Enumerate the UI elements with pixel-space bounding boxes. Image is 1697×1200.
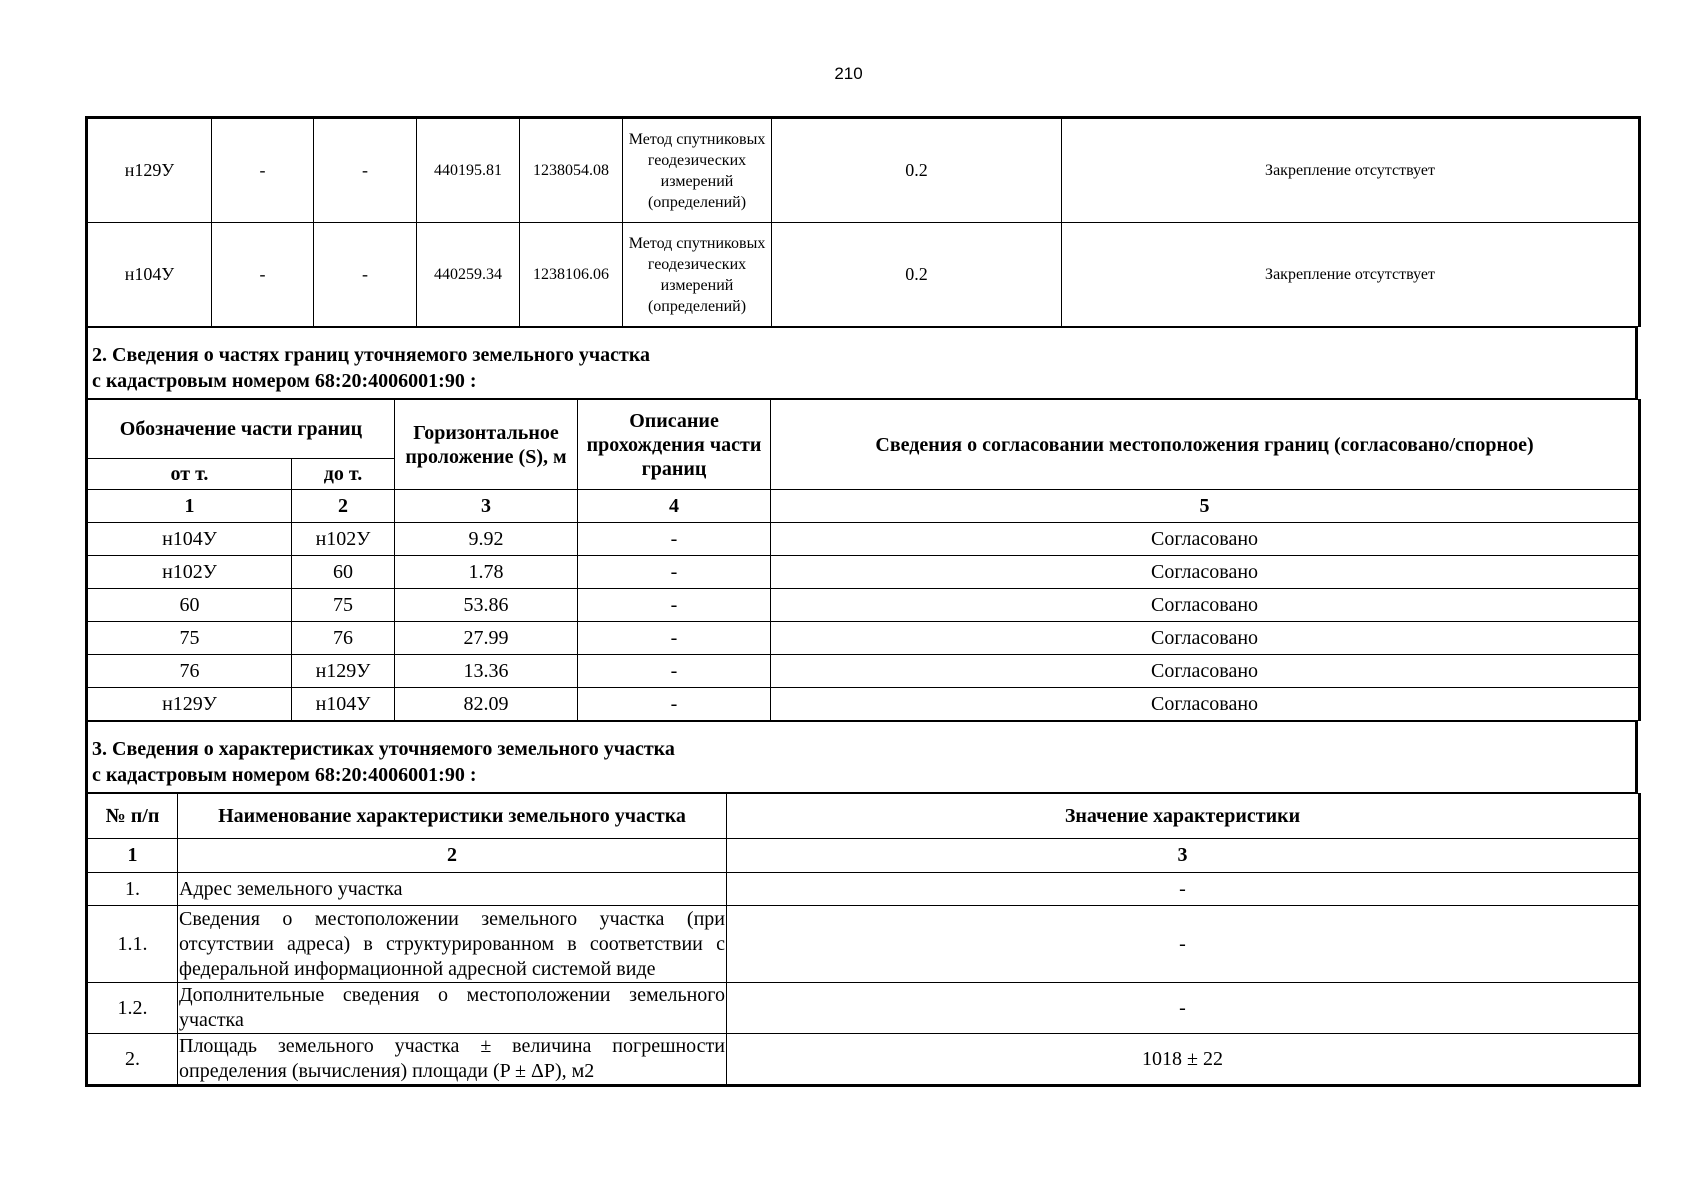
- characteristics-table: [85, 793, 1641, 1087]
- char-name: Дополнительные сведения о местоположении земельного участка: [178, 983, 727, 1034]
- column-numbers-row: [87, 839, 1640, 873]
- point-col3: -: [314, 223, 417, 327]
- col-num: 5: [771, 490, 1640, 523]
- header-description: Описание прохождения части границ: [578, 400, 771, 490]
- table-row: [87, 688, 1640, 721]
- header-name: Наименование характеристики земельного участка: [178, 794, 727, 839]
- header-part: Обозначение части границ: [87, 400, 395, 459]
- part-status: Согласовано: [771, 688, 1640, 721]
- char-value: -: [727, 873, 1640, 906]
- part-status: Согласовано: [771, 622, 1640, 655]
- table-row: [87, 873, 1640, 906]
- part-length: 9.92: [395, 523, 578, 556]
- header-from: от т.: [87, 459, 292, 490]
- point-y: 1238106.06: [520, 223, 623, 327]
- col-num: 1: [87, 490, 292, 523]
- point-x: 440259.34: [417, 223, 520, 327]
- part-desc: -: [578, 622, 771, 655]
- header-horizontal: Горизонтальное проложение (S), м: [395, 400, 578, 490]
- part-to: 76: [292, 622, 395, 655]
- column-numbers-row: [87, 490, 1640, 523]
- point-accuracy: 0.2: [772, 118, 1062, 223]
- table-row: [87, 1034, 1640, 1086]
- part-from: 60: [87, 589, 292, 622]
- point-col2: -: [212, 223, 314, 327]
- col-num: 2: [292, 490, 395, 523]
- char-value: -: [727, 983, 1640, 1034]
- document-frame: [85, 116, 1638, 1087]
- char-num: 2.: [87, 1034, 178, 1086]
- char-num: 1.1.: [87, 906, 178, 983]
- header-to: до т.: [292, 459, 395, 490]
- part-from: н129У: [87, 688, 292, 721]
- page-number: 210: [834, 64, 863, 83]
- points-row: [87, 118, 1640, 223]
- col-num: 4: [578, 490, 771, 523]
- part-from: 75: [87, 622, 292, 655]
- part-length: 27.99: [395, 622, 578, 655]
- col-num: 3: [727, 839, 1640, 873]
- char-num: 1.2.: [87, 983, 178, 1034]
- point-col3: -: [314, 118, 417, 223]
- part-to: н129У: [292, 655, 395, 688]
- section2-title-line1: 2. Сведения о частях границ уточняемого земельного участка: [92, 344, 651, 366]
- part-to: н104У: [292, 688, 395, 721]
- point-name: н129У: [87, 118, 212, 223]
- header-num: № п/п: [87, 794, 178, 839]
- table-row: [87, 622, 1640, 655]
- points-table: [85, 116, 1641, 327]
- table-row: [87, 655, 1640, 688]
- point-fixing: Закрепление отсутствует: [1062, 118, 1640, 223]
- part-length: 13.36: [395, 655, 578, 688]
- section2-title-line2: с кадастровым номером 68:20:4006001:90 :: [92, 370, 477, 392]
- section2-title: [87, 328, 1637, 399]
- char-name: Адрес земельного участка: [178, 873, 727, 906]
- part-length: 82.09: [395, 688, 578, 721]
- part-length: 53.86: [395, 589, 578, 622]
- part-desc: -: [578, 556, 771, 589]
- table-row: [87, 589, 1640, 622]
- char-name: Сведения о местоположении земельного участка (при отсутствии адреса) в структурированном в соответствии с федеральной информационной адресной системой виде: [178, 906, 727, 983]
- part-status: Согласовано: [771, 589, 1640, 622]
- part-from: н102У: [87, 556, 292, 589]
- point-name: н104У: [87, 223, 212, 327]
- points-row: [87, 223, 1640, 327]
- header-value: Значение характеристики: [727, 794, 1640, 839]
- part-length: 1.78: [395, 556, 578, 589]
- table-row: [87, 983, 1640, 1034]
- point-method: Метод спутниковых геодезических измерений (определений): [623, 223, 772, 327]
- section3-title: [87, 722, 1637, 793]
- section3-title-line1: 3. Сведения о характеристиках уточняемого земельного участка: [92, 738, 675, 760]
- point-x: 440195.81: [417, 118, 520, 223]
- section3-title-line2: с кадастровым номером 68:20:4006001:90 :: [92, 764, 477, 786]
- char-value: 1018 ± 22: [727, 1034, 1640, 1086]
- parts-table: [85, 399, 1641, 721]
- point-col2: -: [212, 118, 314, 223]
- col-num: 1: [87, 839, 178, 873]
- point-y: 1238054.08: [520, 118, 623, 223]
- col-num: 2: [178, 839, 727, 873]
- part-status: Согласовано: [771, 655, 1640, 688]
- header-agreement: Сведения о согласовании местоположения границ (согласовано/спорное): [771, 400, 1640, 490]
- part-to: н102У: [292, 523, 395, 556]
- section3-title-table: [85, 721, 1638, 793]
- part-desc: -: [578, 589, 771, 622]
- part-from: н104У: [87, 523, 292, 556]
- point-accuracy: 0.2: [772, 223, 1062, 327]
- section2-title-table: [85, 327, 1638, 399]
- part-desc: -: [578, 688, 771, 721]
- part-from: 76: [87, 655, 292, 688]
- char-num: 1.: [87, 873, 178, 906]
- part-desc: -: [578, 655, 771, 688]
- part-desc: -: [578, 523, 771, 556]
- table-row: [87, 906, 1640, 983]
- table-row: [87, 523, 1640, 556]
- part-status: Согласовано: [771, 556, 1640, 589]
- point-fixing: Закрепление отсутствует: [1062, 223, 1640, 327]
- char-value: -: [727, 906, 1640, 983]
- char-name: Площадь земельного участка ± величина погрешности определения (вычисления) площади (P ± ΔP), м2: [178, 1034, 727, 1086]
- part-status: Согласовано: [771, 523, 1640, 556]
- point-method: Метод спутниковых геодезических измерений (определений): [623, 118, 772, 223]
- col-num: 3: [395, 490, 578, 523]
- part-to: 60: [292, 556, 395, 589]
- part-to: 75: [292, 589, 395, 622]
- table-row: [87, 556, 1640, 589]
